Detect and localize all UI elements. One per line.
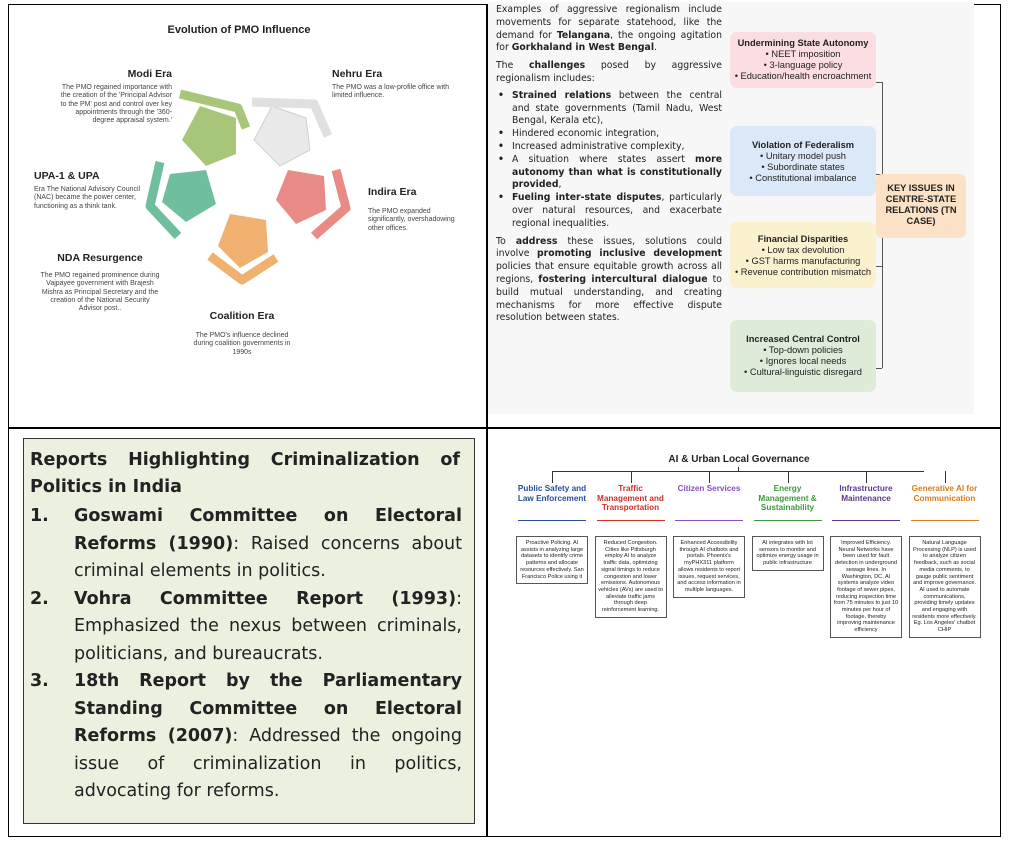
era-nehru: Nehru Era The PMO was a low-profile office with limited influence. [332,68,449,100]
pentagon-indira [276,170,346,236]
list-item: 3. 18th Report by the Parliamentary Standing Committee on Electoral Reforms (2007): Addressed the ongoing issue of criminalization in politics, advocating for reforms. [30,671,462,801]
ai-governance-panel [500,452,978,720]
criminalization-panel [23,438,475,824]
ai-column-heading: Generative AI for Communication [911,484,978,503]
list-item: • Increased administrative complexity, [496,141,722,154]
pmo-evolution-panel [10,10,468,415]
regionalism-challenges-intro: The challenges posed by aggressive regionalism includes: [496,60,723,84]
ai-column-description: Improved Efficiency. Neural Networks have been used for fault detection in underground sewage lines. In Washington, DC, AI systems analyze video footage of sewer pipes, reducing inspection time from 75 minutes to just 10 minutes per hour of footage, thereby improving maintenance efficiency [830,536,902,638]
connector [945,471,946,483]
connector [675,520,743,521]
issue-box-autonomy: Undermining State Autonomy • NEET imposition • 3-language policy • Education/health encroachment [730,32,876,88]
list-item: 2. Vohra Committee Report (1993): Emphasized the nexus between criminals, politicians, and bureaucrats. [30,588,462,664]
pentagon-upa [150,162,216,236]
pentagon-nehru [252,102,328,166]
list-item: • A situation where states assert more autonomy than what is constitutionally provided, [496,154,722,192]
era-modi: Modi Era The PMO regained importance with the creation of the 'Principal Advisor to the PM' post and control over key appointments through the '360-degree appraisal system.' [60,68,172,125]
issue-box-financial: Financial Disparities • Low tax devolution • GST harms manufacturing • Revenue contribution mismatch [730,222,876,288]
era-coalition: Coalition Era The PMO's influence declined during coalition governments in 1990s [193,310,291,356]
connector [518,520,586,521]
criminalization-title: Reports Highlighting Criminalization of Politics in India [30,450,460,497]
challenges-list [496,90,722,231]
regionalism-address: To address these issues, solutions could involve promoting inclusive development policies that ensure equitable growth across all regions, fostering intercultural dialogue to build mutual understanding, and creating mechanisms for more effective dispute resolution between states. [496,235,722,324]
connector [876,368,882,369]
regionalism-intro: Examples of aggressive regionalism include movements for separate statehood, like the demand for Telangana, the ongoing agitation for Gorkhaland in West Bengal. [496,4,722,54]
pentagon-coalition [210,214,276,280]
regionalism-panel [488,2,974,414]
pentagon-modi [180,94,246,166]
list-item: • Strained relations between the central and state governments (Tamil Nadu, West Bengal, Kerala etc), [496,90,722,128]
connector [754,520,822,521]
connector [597,520,665,521]
connector [552,471,924,472]
era-upa: UPA-1 & UPA Era The National Advisory Council (NAC) became the power center, functioning as a think tank. [34,170,141,210]
connector [552,471,553,483]
connector [911,520,979,521]
pmo-title: Evolution of PMO Influence [167,24,311,36]
issue-box-federalism: Violation of Federalism • Unitary model push • Subordinate states • Constitutional imbalance [730,126,876,196]
issue-box-central-control: Increased Central Control • Top-down policies • Ignores local needs • Cultural-linguistic disregard [730,320,876,392]
ai-column-description: Natural Language Processing (NLP) is used to analyze citizen feedback, such as social media comments, to gauge public sentiment and improve governance. AI used to automate communications, providing timely updates and engaging with residents more effectively. Eg. Los Angeles' chatbot CHIP [909,536,981,638]
connector [788,471,789,483]
key-issues-box: KEY ISSUES IN CENTRE-STATE RELATIONS (TN CASE) [876,174,966,238]
connector [709,471,710,483]
connector [631,471,632,483]
ai-column-heading: Traffic Management and Transportation [597,484,664,512]
list-item: 1. Goswami Committee on Electoral Reforms (1990): Raised concerns about criminal elements in politics. [30,506,462,581]
ai-column-description: Proactive Policing. AI assists in analyzing large datasets to identify crime patterns and allocate resources effectively. San Francisco Police using it [516,536,588,584]
grid-horizontal-divider [9,427,1000,429]
reports-list [30,503,462,806]
connector [866,471,867,483]
ai-column-heading: Citizen Services [677,484,741,493]
regionalism-text [496,4,722,330]
ai-column-description: AI integrates with Iot sensors to monitor and optimize energy usage in public infrastructure [752,536,824,571]
list-item: • Hindered economic integration, [496,128,722,141]
ai-column-heading: Energy Management & Sustainability [758,484,817,512]
ai-column-heading: Public Safety and Law Enforcement [517,484,587,503]
ai-column-heading: Infrastructure Maintenance [839,484,893,503]
era-nda: NDA Resurgence The PMO regained prominence during Vajpayee government with Brajesh Mishra as Principal Secretary and the creation of the National Security Advisor post.. [40,252,160,313]
ai-title: AI & Urban Local Governance [668,454,810,465]
connector [738,467,739,471]
era-indira: Indira Era The PMO expanded significantly, overshadowing other offices. [368,186,455,232]
ai-column-description: Reduced Congestion. Cities like Pittsburgh employ AI to analyze traffic data, optimizing signal timings to reduce congestion and lower emissions. Autonomous vehicles (AVs) are used to alleviate traffic jams through deep reinforcement learning. [595,536,667,618]
ai-column-description: Enhanced Accessibility through AI chatbots and portals. Phoenix's myPHX311 platform allows residents to report issues, request services, and access information in multiple languages. [673,536,745,598]
connector [832,520,900,521]
list-item: • Fueling inter-state disputes, particularly over natural resources, and exacerbate regional inequalities. [496,192,722,230]
